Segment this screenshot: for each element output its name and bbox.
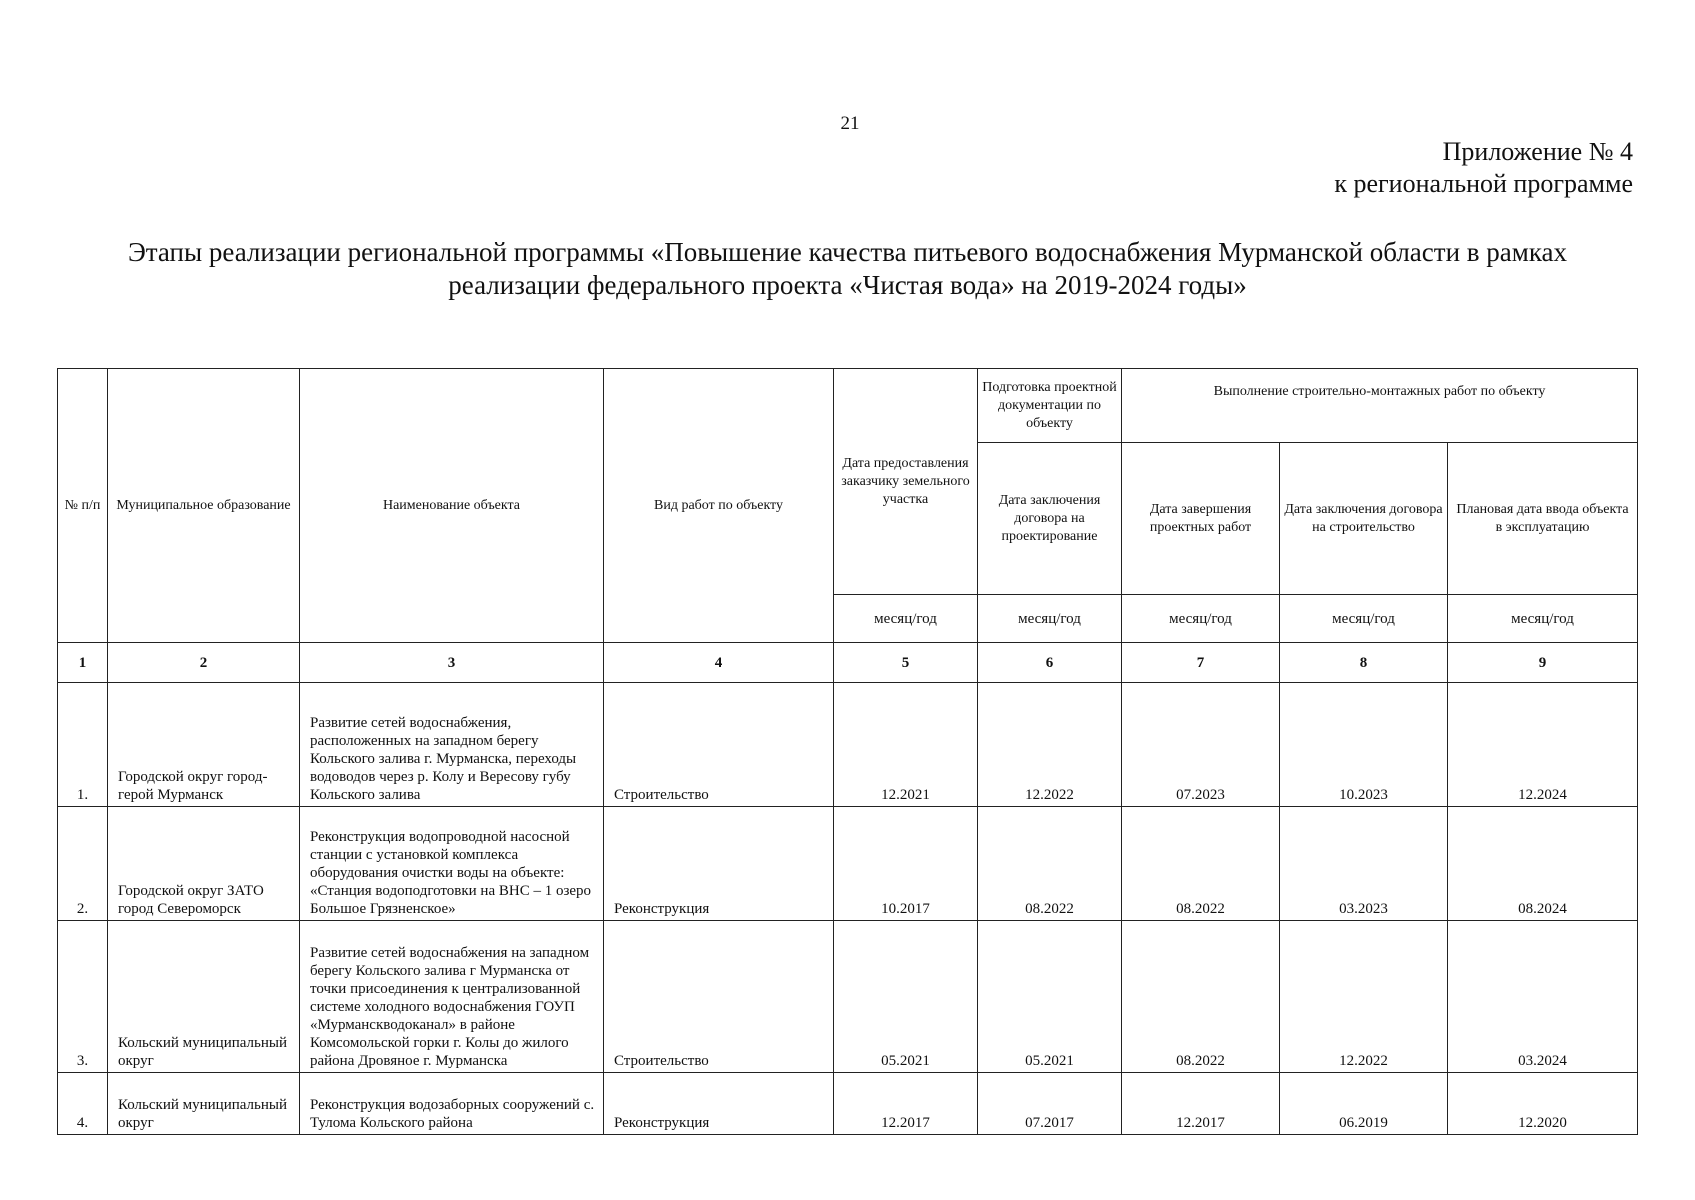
design-completion-cell: 12.2017: [1122, 1073, 1280, 1135]
document-title-line-1: Этапы реализации региональной программы «Повышение качества питьевого водоснабжения Мурманской области в рамках: [127, 237, 1568, 267]
column-number: 2: [108, 643, 300, 683]
unit-cell: месяц/год: [834, 595, 978, 643]
design-contract-cell: 12.2022: [978, 683, 1122, 807]
commissioning-cell: 03.2024: [1448, 921, 1638, 1073]
row-number: 4.: [58, 1073, 108, 1135]
header-land-date: Дата предоставления заказчику земельного участка: [834, 369, 978, 595]
page-number: 21: [840, 113, 860, 134]
land-date-cell: 10.2017: [834, 807, 978, 921]
municipality-cell: Кольский муниципальный округ: [108, 921, 300, 1073]
table-row: [58, 1073, 1638, 1135]
column-number: 5: [834, 643, 978, 683]
header-work-type: Вид работ по объекту: [604, 369, 834, 643]
work-type-cell: Реконструкция: [604, 1073, 834, 1135]
header-construction-group: Выполнение строительно-монтажных работ по объекту: [1122, 369, 1638, 443]
header-design-contract: Дата заключения договора на проектирование: [978, 443, 1122, 595]
municipality-cell: Кольский муниципальный округ: [108, 1073, 300, 1135]
document-title-line-2: реализации федерального проекта «Чистая вода» на 2019-2024 годы»: [448, 270, 1247, 300]
object-name-cell: Развитие сетей водоснабжения, расположенных на западном берегу Кольского залива г. Мурманска, переходы водоводов через р. Колу и Вересову губу Кольского залива: [300, 683, 604, 807]
column-number-row: [58, 643, 1638, 683]
commissioning-cell: 12.2024: [1448, 683, 1638, 807]
design-completion-cell: 07.2023: [1122, 683, 1280, 807]
header-design-group: Подготовка проектной документации по объекту: [978, 369, 1122, 443]
header-commissioning: Плановая дата ввода объекта в эксплуатацию: [1448, 443, 1638, 595]
header-municipality: Муниципальное образование: [108, 369, 300, 643]
design-contract-cell: 08.2022: [978, 807, 1122, 921]
table-row: [58, 921, 1638, 1073]
column-number: 3: [300, 643, 604, 683]
construction-contract-cell: 06.2019: [1280, 1073, 1448, 1135]
design-contract-cell: 05.2021: [978, 921, 1122, 1073]
row-number: 3.: [58, 921, 108, 1073]
header-object-name: Наименование объекта: [300, 369, 604, 643]
design-contract-cell: 07.2017: [978, 1073, 1122, 1135]
construction-contract-cell: 03.2023: [1280, 807, 1448, 921]
appendix-label: [1334, 136, 1633, 200]
land-date-cell: 05.2021: [834, 921, 978, 1073]
appendix-line-2: к региональной программе: [1334, 169, 1633, 198]
column-number: 7: [1122, 643, 1280, 683]
stages-table-container: [57, 368, 1637, 1131]
design-completion-cell: 08.2022: [1122, 807, 1280, 921]
commissioning-cell: 08.2024: [1448, 807, 1638, 921]
table-row: [58, 683, 1638, 807]
row-number: 2.: [58, 807, 108, 921]
work-type-cell: Реконструкция: [604, 807, 834, 921]
land-date-cell: 12.2021: [834, 683, 978, 807]
header-construction-contract: Дата заключения договора на строительство: [1280, 443, 1448, 595]
object-name-cell: Реконструкция водозаборных сооружений с. Тулома Кольского района: [300, 1073, 604, 1135]
stages-table: [57, 368, 1638, 1135]
object-name-cell: Развитие сетей водоснабжения на западном берегу Кольского залива г Мурманска от точки присоединения к централизованной системе холодного водоснабжения ГОУП «Мурманскводоканал» в районе Комсомольской горки г. Колы до жилого района Дровяное г. Мурманска: [300, 921, 604, 1073]
object-name-cell: Реконструкция водопроводной насосной станции с установкой комплекса оборудования очистки воды на объекте: «Станция водоподготовки на ВНС – 1 озеро Большое Грязненское»: [300, 807, 604, 921]
unit-cell: месяц/год: [1448, 595, 1638, 643]
land-date-cell: 12.2017: [834, 1073, 978, 1135]
header-design-completion: Дата завершения проектных работ: [1122, 443, 1280, 595]
column-number: 8: [1280, 643, 1448, 683]
construction-contract-cell: 12.2022: [1280, 921, 1448, 1073]
unit-cell: месяц/год: [1122, 595, 1280, 643]
work-type-cell: Строительство: [604, 921, 834, 1073]
table-row: [58, 807, 1638, 921]
unit-cell: месяц/год: [1280, 595, 1448, 643]
column-number: 9: [1448, 643, 1638, 683]
design-completion-cell: 08.2022: [1122, 921, 1280, 1073]
unit-cell: месяц/год: [978, 595, 1122, 643]
column-number: 1: [58, 643, 108, 683]
header-num: № п/п: [58, 369, 108, 643]
construction-contract-cell: 10.2023: [1280, 683, 1448, 807]
municipality-cell: Городской округ ЗАТО город Североморск: [108, 807, 300, 921]
work-type-cell: Строительство: [604, 683, 834, 807]
column-number: 6: [978, 643, 1122, 683]
municipality-cell: Городской округ город-герой Мурманск: [108, 683, 300, 807]
appendix-line-1: Приложение № 4: [1442, 137, 1633, 166]
row-number: 1.: [58, 683, 108, 807]
document-title: [60, 236, 1635, 302]
column-number: 4: [604, 643, 834, 683]
commissioning-cell: 12.2020: [1448, 1073, 1638, 1135]
